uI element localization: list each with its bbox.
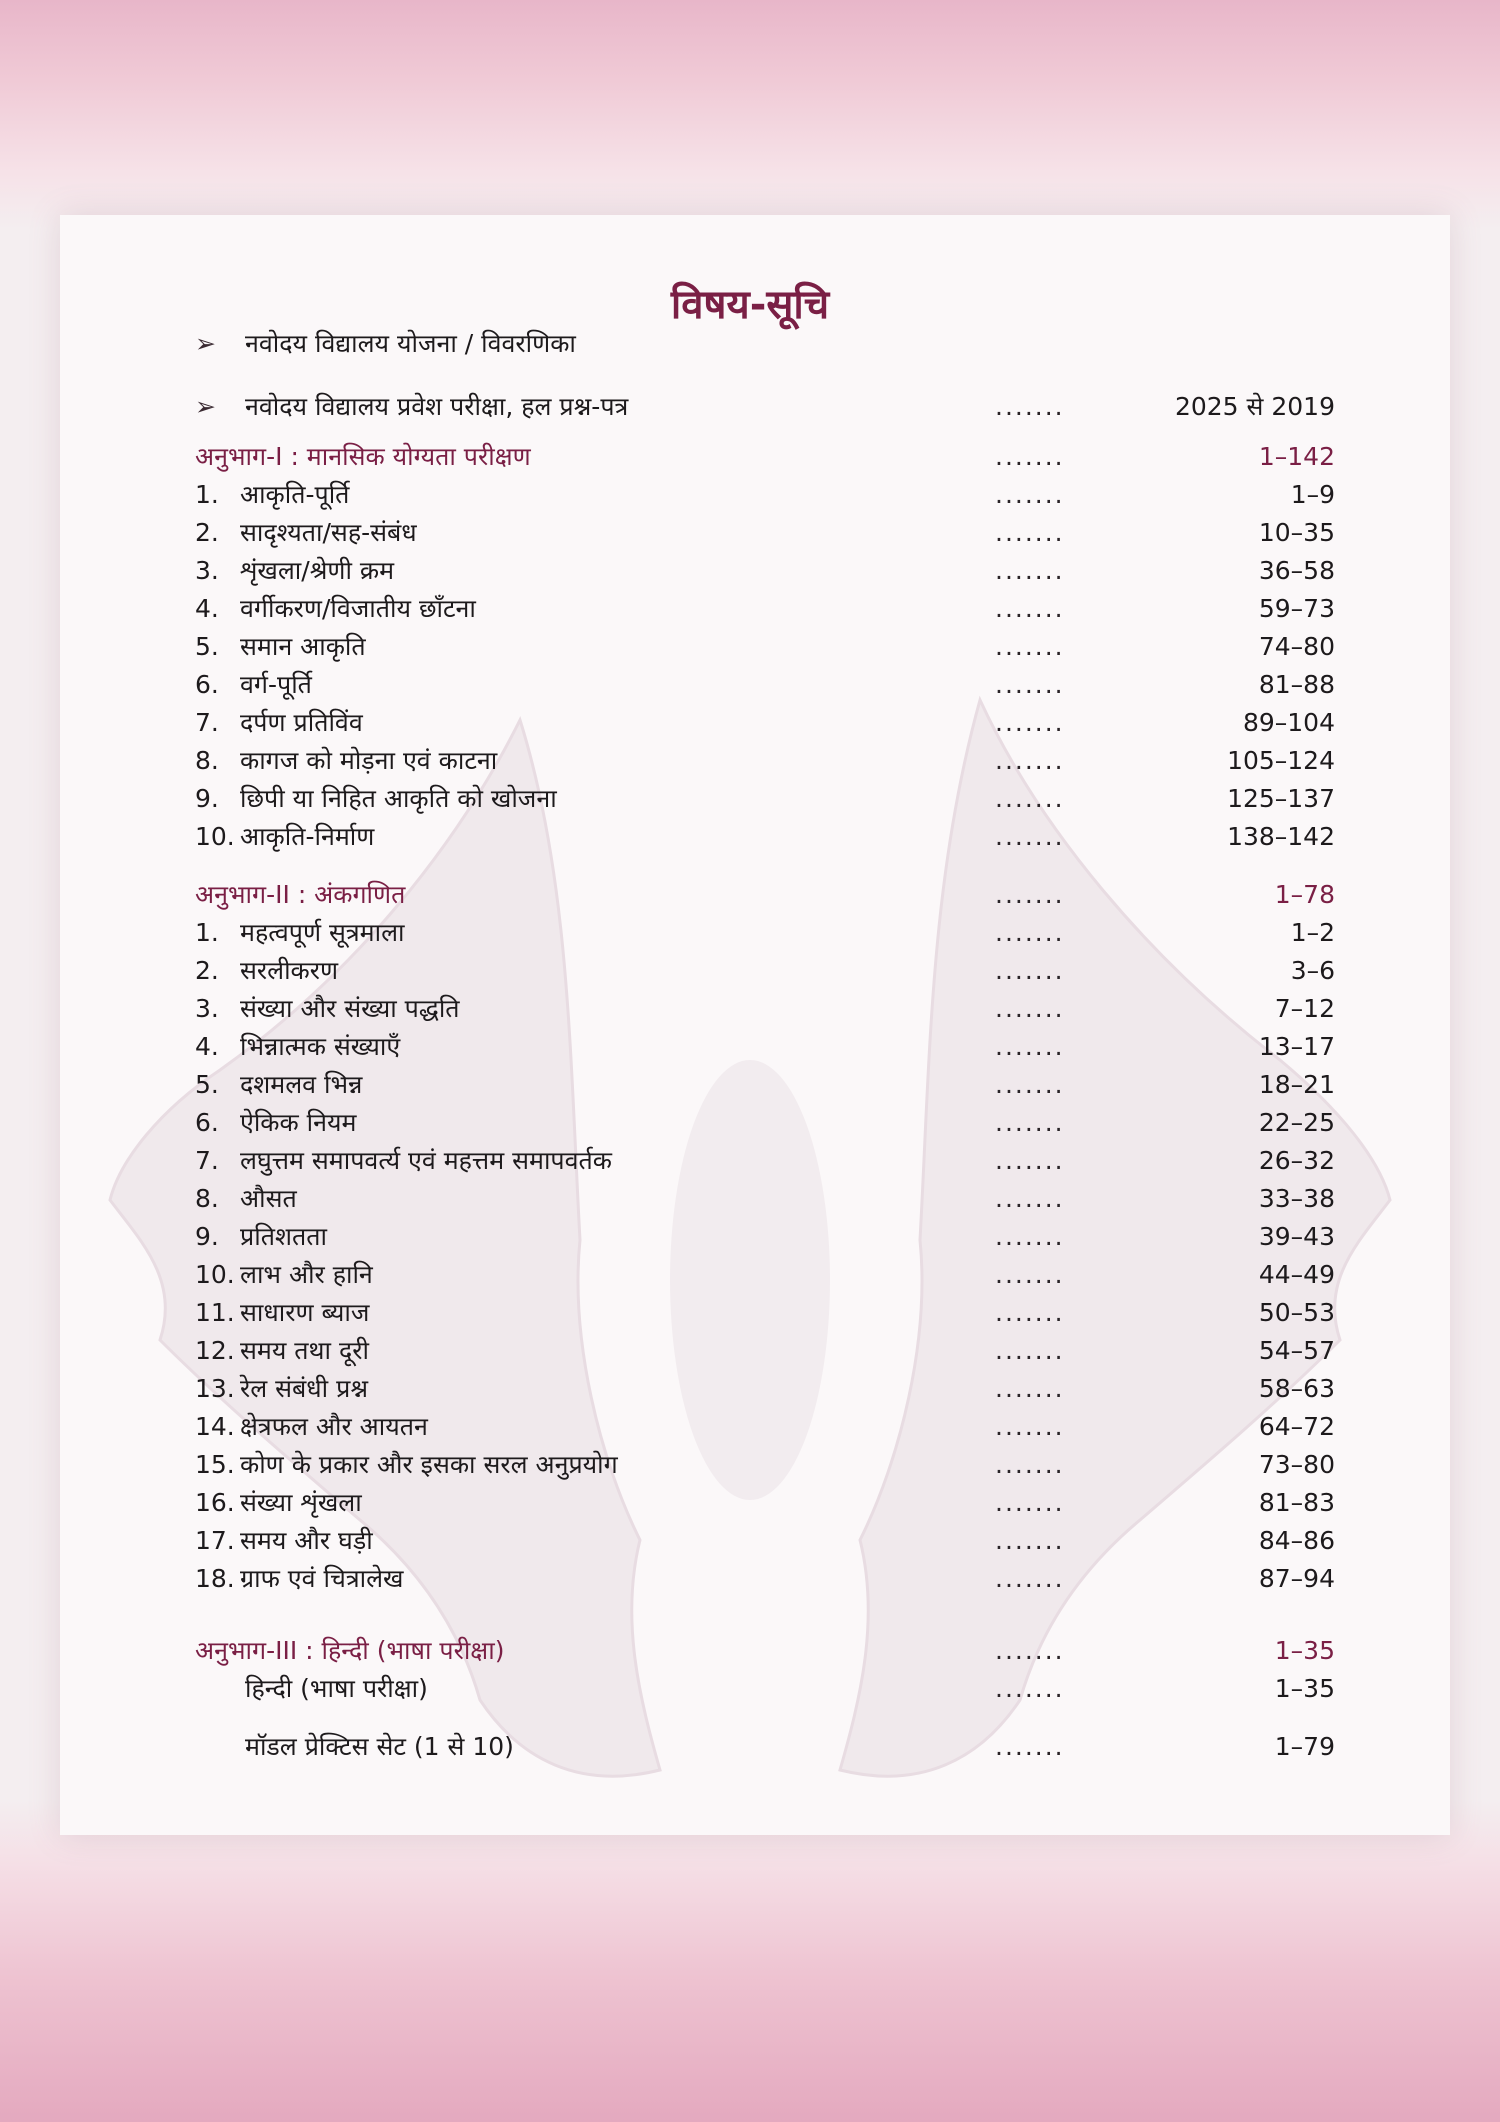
toc-item: [195, 514, 1335, 552]
arrow-bullet-icon: ➢: [195, 392, 216, 421]
toc-item-number: 2.: [195, 956, 219, 985]
toc-item-number: 11.: [195, 1298, 235, 1327]
toc-entry-text: दर्पण प्रतिविंव: [240, 708, 363, 737]
toc-page-range: 1–2: [1290, 918, 1335, 947]
toc-leader-dots: .......: [995, 746, 1065, 775]
toc-page-range: 10–35: [1258, 518, 1335, 547]
toc-item-number: 4.: [195, 1032, 219, 1061]
toc-page-range: 89–104: [1242, 708, 1335, 737]
toc-leader-dots: .......: [995, 708, 1065, 737]
toc-leader-dots: .......: [995, 480, 1065, 509]
toc-entry-text: मॉडल प्रेक्टिस सेट (1 से 10): [245, 1732, 514, 1761]
toc-item: [195, 1028, 1335, 1066]
toc-leader-dots: .......: [995, 994, 1065, 1023]
toc-item: [195, 1180, 1335, 1218]
toc-leader-dots: .......: [995, 1636, 1065, 1665]
toc-leader-dots: .......: [995, 822, 1065, 851]
toc-page-range: 1–9: [1290, 480, 1335, 509]
toc-entry-text: वर्गीकरण/विजातीय छाँटना: [240, 594, 476, 623]
toc-page-range: 73–80: [1258, 1450, 1335, 1479]
page-bottom-edge: [0, 1800, 1500, 2122]
toc-item-number: 14.: [195, 1412, 235, 1441]
toc-entry-text: कागज को मोड़ना एवं काटना: [240, 746, 498, 775]
toc-leader-dots: .......: [995, 1260, 1065, 1289]
toc-page-range: 2025 से 2019: [1174, 392, 1335, 421]
toc-page-range: 84–86: [1258, 1526, 1335, 1555]
toc-entry-text: कोण के प्रकार और इसका सरल अनुप्रयोग: [240, 1450, 618, 1479]
toc-page-range: 59–73: [1258, 594, 1335, 623]
page-title: विषय-सूचि: [670, 282, 830, 328]
toc-item: [195, 1560, 1335, 1598]
toc-item-number: 12.: [195, 1336, 235, 1365]
toc-leader-dots: .......: [995, 1488, 1065, 1517]
toc-leader-dots: .......: [995, 442, 1065, 471]
toc-item-number: 3.: [195, 556, 219, 585]
toc-leader-dots: .......: [995, 1070, 1065, 1099]
toc-item-number: 1.: [195, 480, 219, 509]
toc-item-number: 10.: [195, 1260, 235, 1289]
toc-entry-text: संख्या और संख्या पद्धति: [240, 994, 460, 1023]
toc-entry-text: ग्राफ एवं चित्रालेख: [240, 1564, 404, 1593]
toc-leader-dots: .......: [995, 1146, 1065, 1175]
toc-page-range: 138–142: [1227, 822, 1335, 851]
toc-page-range: 58–63: [1258, 1374, 1335, 1403]
toc-intro-row: [195, 388, 1335, 426]
toc-leader-dots: .......: [995, 784, 1065, 813]
toc-leader-dots: .......: [995, 1526, 1065, 1555]
toc-item-number: 9.: [195, 1222, 219, 1251]
toc-entry-text: ऐकिक नियम: [240, 1108, 357, 1137]
toc-entry-text: छिपी या निहित आकृति को खोजना: [240, 784, 557, 813]
toc-item-number: 5.: [195, 1070, 219, 1099]
toc-entry-text: औसत: [240, 1184, 297, 1213]
toc-entry-text: समय और घड़ी: [240, 1526, 373, 1555]
toc-page-range: 125–137: [1227, 784, 1335, 813]
toc-entry-text: महत्वपूर्ण सूत्रमाला: [240, 918, 405, 947]
toc-entry-text: सरलीकरण: [240, 956, 339, 985]
toc-page-range: 87–94: [1258, 1564, 1335, 1593]
toc-page-range: 64–72: [1258, 1412, 1335, 1441]
toc-entry-text: दशमलव भिन्न: [240, 1070, 363, 1099]
toc-leader-dots: .......: [995, 518, 1065, 547]
toc-page-range: 1–78: [1274, 880, 1335, 909]
toc-section-heading: [195, 438, 1335, 476]
toc-leader-dots: .......: [995, 1732, 1065, 1761]
toc-item-number: 5.: [195, 632, 219, 661]
toc-section-heading: [195, 1632, 1335, 1670]
toc-leader-dots: .......: [995, 1298, 1065, 1327]
toc-item: [195, 1484, 1335, 1522]
toc-page-range: 36–58: [1258, 556, 1335, 585]
toc-leader-dots: .......: [995, 1032, 1065, 1061]
toc-item: [195, 818, 1335, 856]
toc-page-range: 1–142: [1258, 442, 1335, 471]
toc-item: [195, 780, 1335, 818]
toc-item: [195, 1408, 1335, 1446]
toc-item: [195, 1066, 1335, 1104]
toc-page-range: 7–12: [1274, 994, 1335, 1023]
toc-item: [195, 628, 1335, 666]
toc-item-number: 7.: [195, 1146, 219, 1175]
toc-item-number: 1.: [195, 918, 219, 947]
toc-entry-text: समान आकृति: [240, 632, 366, 661]
toc-page-range: 1–79: [1274, 1732, 1335, 1761]
toc-entry-text: लाभ और हानि: [240, 1260, 373, 1289]
toc-entry-text: शृंखला/श्रेणी क्रम: [240, 556, 395, 585]
toc-entry-text: साधारण ब्याज: [240, 1298, 370, 1327]
toc-entry-text: लघुत्तम समापवर्त्य एवं महत्तम समापवर्तक: [240, 1146, 612, 1175]
toc-leader-dots: .......: [995, 556, 1065, 585]
toc-leader-dots: .......: [995, 1450, 1065, 1479]
toc-item-number: 9.: [195, 784, 219, 813]
toc-page-range: 26–32: [1258, 1146, 1335, 1175]
toc-item: [195, 1370, 1335, 1408]
toc-item: [195, 914, 1335, 952]
toc-entry-text: वर्ग-पूर्ति: [240, 670, 312, 699]
toc-intro-row: [195, 325, 1335, 363]
toc-item: [195, 1218, 1335, 1256]
toc-page-range: 1–35: [1274, 1636, 1335, 1665]
toc-item: [195, 1332, 1335, 1370]
toc-item-number: 8.: [195, 746, 219, 775]
toc-page-range: 39–43: [1258, 1222, 1335, 1251]
toc-item: [195, 742, 1335, 780]
toc-item: [195, 704, 1335, 742]
toc-leader-dots: .......: [995, 1564, 1065, 1593]
toc-item: [195, 1670, 1335, 1708]
toc-item-number: 10.: [195, 822, 235, 851]
toc-leader-dots: .......: [995, 594, 1065, 623]
toc-entry-text: आकृति-पूर्ति: [240, 480, 350, 509]
toc-page-range: 33–38: [1258, 1184, 1335, 1213]
toc-entry-text: आकृति-निर्माण: [240, 822, 375, 851]
toc-item-number: 16.: [195, 1488, 235, 1517]
toc-entry-text: क्षेत्रफल और आयतन: [240, 1412, 428, 1441]
toc-leader-dots: .......: [995, 1108, 1065, 1137]
toc-item-number: 6.: [195, 1108, 219, 1137]
toc-item-number: 6.: [195, 670, 219, 699]
toc-page-range: 22–25: [1258, 1108, 1335, 1137]
toc-page-range: 44–49: [1258, 1260, 1335, 1289]
toc-page-range: 54–57: [1258, 1336, 1335, 1365]
toc-entry-text: प्रतिशतता: [240, 1222, 327, 1251]
toc-item-number: 8.: [195, 1184, 219, 1213]
toc-practice-set-row: [195, 1728, 1335, 1766]
toc-page-range: 81–83: [1258, 1488, 1335, 1517]
toc-item: [195, 552, 1335, 590]
toc-item-number: 2.: [195, 518, 219, 547]
toc-leader-dots: .......: [995, 1336, 1065, 1365]
section-heading-text: अनुभाग-I : मानसिक योग्यता परीक्षण: [195, 442, 531, 471]
toc-leader-dots: .......: [995, 1184, 1065, 1213]
toc-page-range: 50–53: [1258, 1298, 1335, 1327]
toc-entry-text: नवोदय विद्यालय योजना / विवरणिका: [245, 329, 576, 358]
toc-item-number: 4.: [195, 594, 219, 623]
toc-item: [195, 1104, 1335, 1142]
toc-leader-dots: .......: [995, 1222, 1065, 1251]
toc-item: [195, 476, 1335, 514]
toc-section-heading: [195, 876, 1335, 914]
toc-page-range: 18–21: [1258, 1070, 1335, 1099]
toc-leader-dots: .......: [995, 1412, 1065, 1441]
toc-item-number: 18.: [195, 1564, 235, 1593]
toc-page-range: 81–88: [1258, 670, 1335, 699]
toc-page-range: 105–124: [1227, 746, 1335, 775]
toc-item-number: 7.: [195, 708, 219, 737]
toc-page-range: 1–35: [1274, 1674, 1335, 1703]
toc-item: [195, 1142, 1335, 1180]
toc-entry-text: नवोदय विद्यालय प्रवेश परीक्षा, हल प्रश्न-पत्र: [245, 392, 629, 421]
toc-entry-text: भिन्नात्मक संख्याएँ: [240, 1032, 401, 1061]
section-heading-text: अनुभाग-III : हिन्दी (भाषा परीक्षा): [195, 1636, 505, 1665]
toc-item: [195, 1522, 1335, 1560]
toc-entry-text: संख्या शृंखला: [240, 1488, 362, 1517]
toc-leader-dots: .......: [995, 670, 1065, 699]
toc-leader-dots: .......: [995, 632, 1065, 661]
toc-page-range: 3–6: [1290, 956, 1335, 985]
toc-entry-text: सादृश्यता/सह-संबंध: [240, 518, 417, 547]
toc-item: [195, 666, 1335, 704]
toc-item: [195, 990, 1335, 1028]
arrow-bullet-icon: ➢: [195, 329, 216, 358]
toc-entry-text: समय तथा दूरी: [240, 1336, 369, 1365]
toc-leader-dots: .......: [995, 880, 1065, 909]
toc-item: [195, 952, 1335, 990]
toc-item-number: 13.: [195, 1374, 235, 1403]
toc-item: [195, 1256, 1335, 1294]
toc-item-number: 3.: [195, 994, 219, 1023]
toc-page-range: 13–17: [1258, 1032, 1335, 1061]
toc-item-number: 17.: [195, 1526, 235, 1555]
section-heading-text: अनुभाग-II : अंकगणित: [195, 880, 406, 909]
toc-item: [195, 1294, 1335, 1332]
page-top-edge: [0, 0, 1500, 230]
toc-entry-text: रेल संबंधी प्रश्न: [240, 1374, 368, 1403]
toc-leader-dots: .......: [995, 918, 1065, 947]
toc-leader-dots: .......: [995, 1674, 1065, 1703]
toc-entry-text: हिन्दी (भाषा परीक्षा): [245, 1674, 428, 1703]
toc-item: [195, 1446, 1335, 1484]
toc-leader-dots: .......: [995, 956, 1065, 985]
toc-leader-dots: .......: [995, 1374, 1065, 1403]
toc-item: [195, 590, 1335, 628]
toc-leader-dots: .......: [995, 392, 1065, 421]
toc-page-range: 74–80: [1258, 632, 1335, 661]
toc-item-number: 15.: [195, 1450, 235, 1479]
